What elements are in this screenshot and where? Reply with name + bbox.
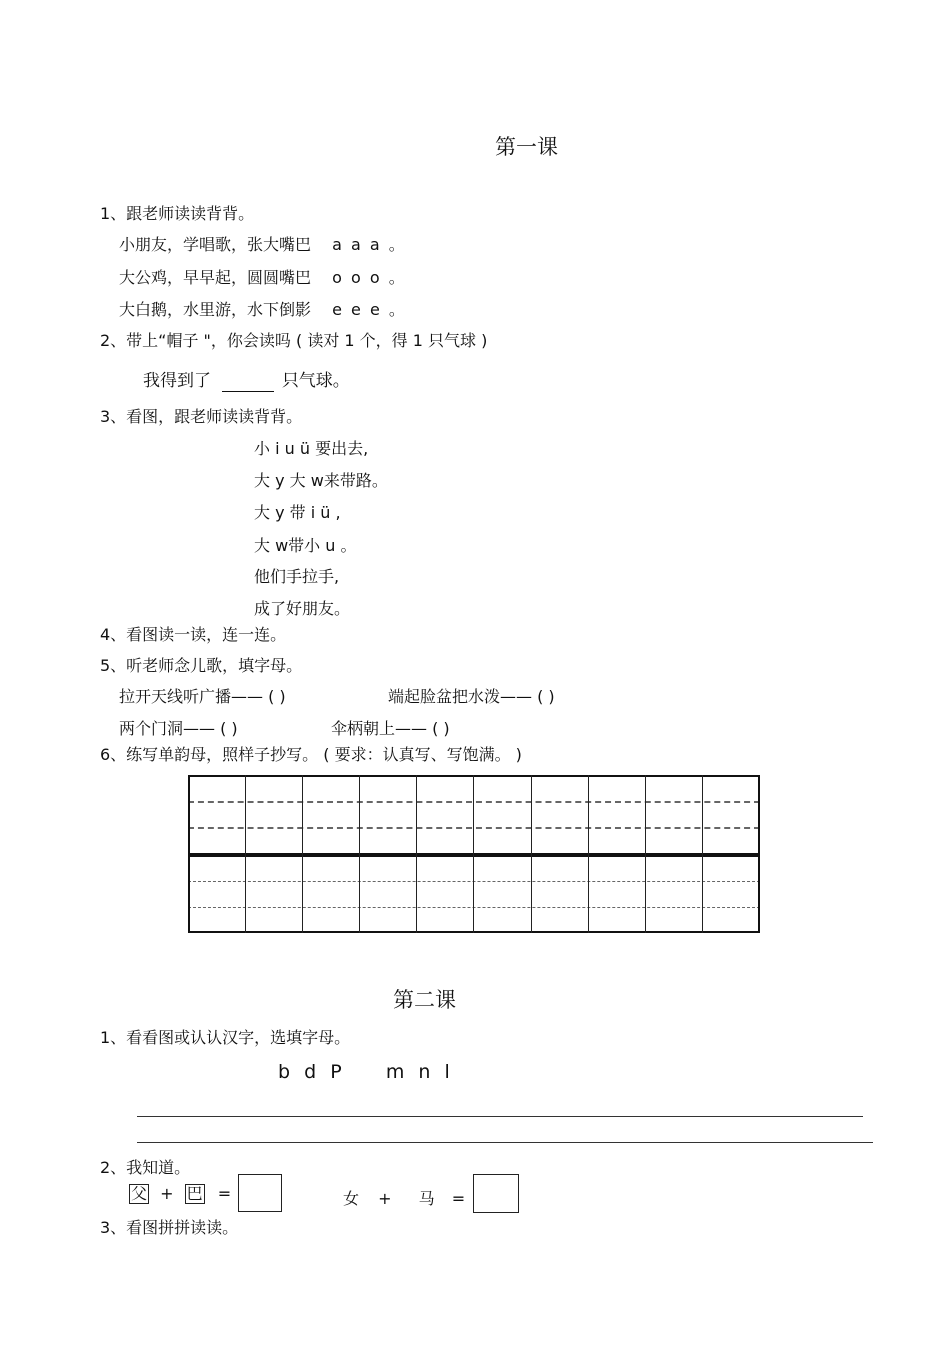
grid-dashed-line bbox=[188, 801, 760, 803]
l2-q3-heading: 3、看图拼拼读读。 bbox=[100, 1218, 239, 1237]
answer-box[interactable] bbox=[238, 1174, 282, 1212]
grid-col-line bbox=[473, 775, 474, 933]
grid-col-line bbox=[645, 775, 646, 933]
poem-line-1: 小 i u ü 要出去, bbox=[254, 439, 369, 458]
line-letters: e e e 。 bbox=[332, 300, 407, 319]
equation-2 bbox=[343, 1186, 465, 1209]
l1-q4-heading: 4、看图读一读，连一连。 bbox=[100, 625, 287, 644]
grid-col-line bbox=[531, 775, 532, 933]
line-text: 大白鹅，水里游，水下倒影 bbox=[119, 300, 312, 319]
equation-1 bbox=[129, 1184, 231, 1204]
grid-col-line bbox=[416, 775, 417, 933]
char: 女 bbox=[343, 1189, 360, 1208]
grid-col-line bbox=[702, 775, 703, 933]
answer-prefix: 我得到了 bbox=[143, 371, 211, 391]
answer-line[interactable] bbox=[137, 1142, 873, 1143]
grid-col-line bbox=[188, 775, 190, 933]
grid-col-line bbox=[359, 775, 360, 933]
answer-line[interactable] bbox=[137, 1116, 863, 1117]
char-box: 父 bbox=[131, 1184, 148, 1203]
poem-line-4: 大 w带小 u 。 bbox=[254, 536, 357, 555]
l1-q2-heading: 2、带上“帽子 "，你会读吗 ( 读对 1 个，得 1 只气球 ) bbox=[100, 331, 488, 350]
line-text: 小朋友，学唱歌，张大嘴巴 bbox=[119, 235, 312, 254]
equals-sign: = bbox=[451, 1189, 466, 1208]
l1-q6-heading: 6、练写单韵母，照样子抄写。 ( 要求：认真写、写饱满。 ) bbox=[100, 745, 522, 764]
poem-line-3: 大 y 带 i ü , bbox=[254, 503, 341, 522]
answer-blank[interactable] bbox=[222, 371, 274, 392]
poem-line-6: 成了好朋友。 bbox=[254, 599, 351, 618]
line-text: 大公鸡，早早起，圆圆嘴巴 bbox=[119, 268, 312, 287]
lesson1-title: 第一课 bbox=[495, 135, 558, 159]
grid-top-line bbox=[188, 775, 760, 777]
equals-sign: = bbox=[217, 1184, 232, 1203]
l1-q1-line-3 bbox=[119, 297, 407, 320]
line-letters: a a a 。 bbox=[332, 235, 407, 254]
grid-middle-line bbox=[188, 853, 760, 857]
l1-q5-item-1: 拉开天线听广播—— ( ) bbox=[119, 687, 286, 706]
writing-grid[interactable] bbox=[188, 775, 760, 933]
line-letters: o o o 。 bbox=[332, 268, 407, 287]
grid-col-line bbox=[758, 775, 760, 933]
char-box: 巴 bbox=[186, 1184, 203, 1203]
l1-q1-line-2 bbox=[119, 265, 407, 288]
l2-q1-letters: b d P m n l bbox=[278, 1061, 454, 1083]
grid-col-line bbox=[302, 775, 303, 933]
grid-bottom-line bbox=[188, 931, 760, 933]
l1-q5-heading: 5、听老师念儿歌，填字母。 bbox=[100, 656, 303, 675]
l1-q1-heading: 1、跟老师读读背背。 bbox=[100, 204, 255, 223]
poem-line-2: 大 y 大 w来带路。 bbox=[254, 471, 388, 490]
grid-col-line bbox=[245, 775, 246, 933]
plus-sign: + bbox=[160, 1184, 174, 1203]
grid-dashed-line bbox=[188, 827, 760, 829]
l1-q1-line-1 bbox=[119, 232, 407, 255]
answer-box[interactable] bbox=[473, 1174, 519, 1213]
l2-q1-heading: 1、看看图或认认汉字，选填字母。 bbox=[100, 1028, 351, 1047]
grid-dashed-line bbox=[188, 907, 760, 908]
l1-q3-heading: 3、看图，跟老师读读背背。 bbox=[100, 407, 303, 426]
lesson2-title: 第二课 bbox=[393, 988, 456, 1012]
l1-q5-item-3: 两个门洞—— ( ) bbox=[119, 719, 238, 738]
l1-q5-item-4: 伞柄朝上—— ( ) bbox=[331, 719, 450, 738]
l2-q2-heading: 2、我知道。 bbox=[100, 1158, 191, 1177]
char: 马 bbox=[418, 1189, 435, 1208]
l1-q2-answer bbox=[143, 366, 350, 392]
answer-suffix: 只气球。 bbox=[281, 371, 350, 391]
grid-dashed-line bbox=[188, 881, 760, 882]
grid-col-line bbox=[588, 775, 589, 933]
l1-q5-item-2: 端起脸盆把水泼—— ( ) bbox=[388, 687, 555, 706]
plus-sign: + bbox=[378, 1189, 392, 1208]
poem-line-5: 他们手拉手, bbox=[254, 567, 340, 586]
